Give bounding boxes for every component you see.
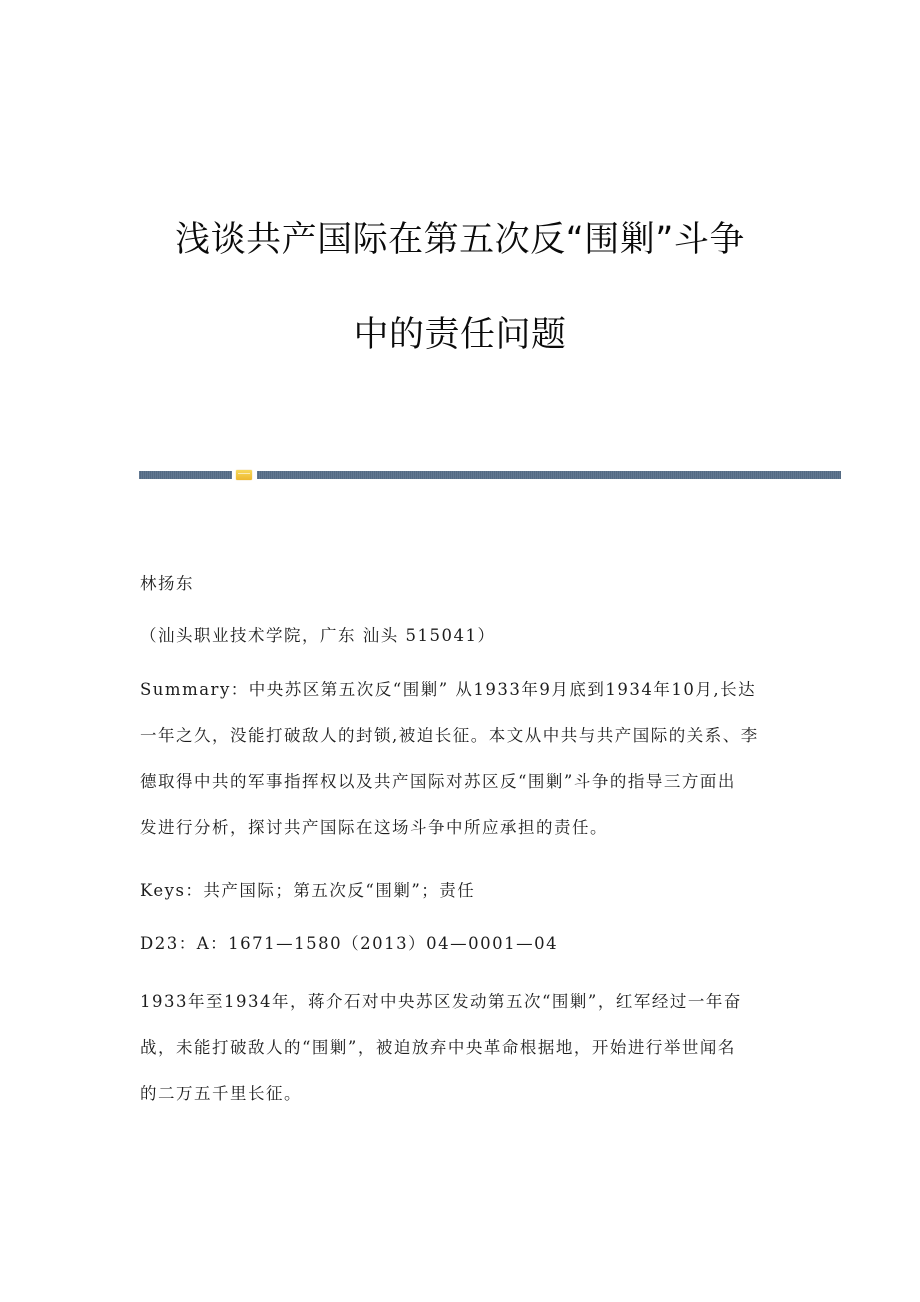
intro-line: 的二万五千里长征。 bbox=[140, 1084, 302, 1103]
summary-line: Summary：中央苏区第五次反“围剿” 从1933年9月底到1934年10月,长达 bbox=[140, 680, 757, 699]
author-affiliation: （汕头职业技术学院，广东 汕头 515041） bbox=[140, 626, 496, 645]
title-separator bbox=[139, 470, 841, 480]
classification-code: D23：A：1671—1580（2013）04—0001—04 bbox=[140, 934, 559, 953]
intro-line: 1933年至1934年，蒋介石对中央苏区发动第五次“围剿”，红军经过一年奋 bbox=[140, 992, 742, 1011]
envelope-ornament-icon bbox=[236, 470, 252, 480]
summary-line: 发进行分析，探讨共产国际在这场斗争中所应承担的责任。 bbox=[140, 818, 608, 837]
summary-line: 德取得中共的军事指挥权以及共产国际对苏区反“围剿”斗争的指导三方面出 bbox=[140, 772, 736, 791]
separator-bar-left bbox=[139, 471, 232, 479]
keywords: Keys：共产国际；第五次反“围剿”；责任 bbox=[140, 881, 476, 900]
document-title-line-1: 浅谈共产国际在第五次反“围剿”斗争 bbox=[175, 220, 745, 260]
intro-line: 战，未能打破敌人的“围剿”，被迫放弃中央革命根据地，开始进行举世闻名 bbox=[140, 1038, 736, 1057]
author-name: 林扬东 bbox=[140, 574, 194, 593]
summary-paragraph bbox=[140, 667, 780, 851]
intro-paragraph bbox=[140, 979, 780, 1117]
summary-line: 一年之久，没能打破敌人的封锁,被迫长征。本文从中共与共产国际的关系、李 bbox=[140, 726, 759, 745]
separator-bar-right bbox=[257, 471, 841, 479]
document-title-line-2: 中的责任问题 bbox=[353, 315, 567, 355]
